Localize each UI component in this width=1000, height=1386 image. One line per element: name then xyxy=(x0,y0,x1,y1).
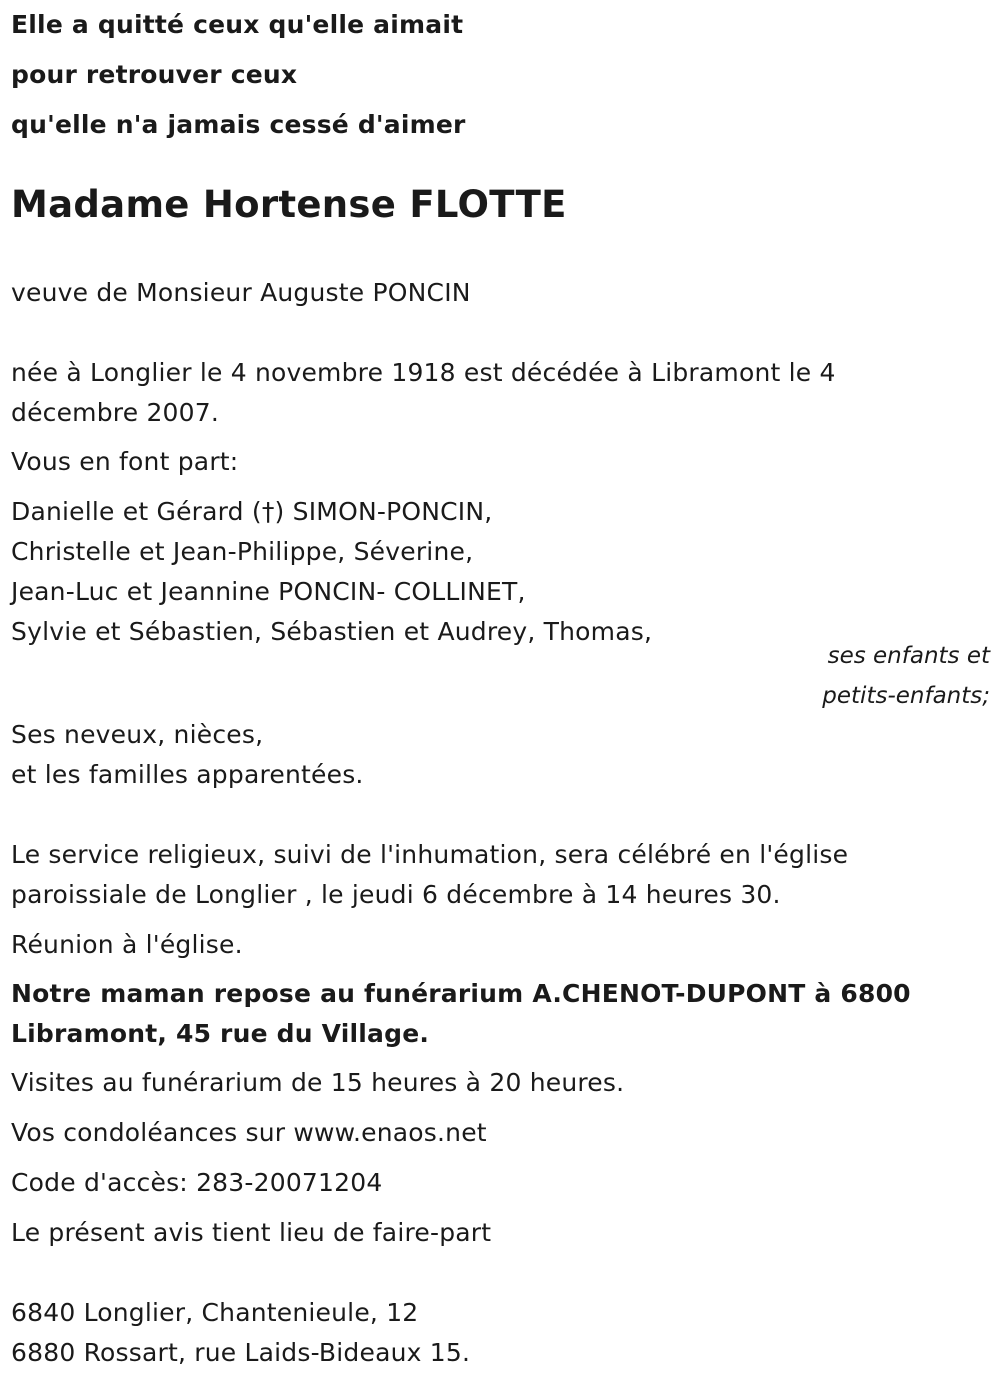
family-line-2: Christelle et Jean-Philippe, Séverine, xyxy=(11,537,474,566)
epigraph-line-3: qu'elle n'a jamais cessé d'aimer xyxy=(11,110,466,139)
service-line-2: paroissiale de Longlier , le jeudi 6 décembre à 14 heures 30. xyxy=(11,880,781,909)
deceased-name: Madame Hortense FLOTTE xyxy=(11,183,567,226)
access-code-line: Code d'accès: 283-20071204 xyxy=(11,1168,383,1197)
relation-line-1: ses enfants et xyxy=(827,643,990,669)
address-line-2: 6880 Rossart, rue Laids-Bideaux 15. xyxy=(11,1338,471,1367)
funerarium-line-1: Notre maman repose au funérarium A.CHENOT-DUPONT à 6800 xyxy=(11,979,911,1008)
relation-line-2: petits-enfants; xyxy=(822,683,990,709)
epigraph-line-2: pour retrouver ceux xyxy=(11,60,298,89)
address-line-1: 6840 Longlier, Chantenieule, 12 xyxy=(11,1298,419,1327)
announcement-intro: Vous en font part: xyxy=(11,447,239,476)
funerarium-line-2: Libramont, 45 rue du Village. xyxy=(11,1019,430,1048)
notice-line: Le présent avis tient lieu de faire-part xyxy=(11,1218,492,1247)
family-line-4: Sylvie et Sébastien, Sébastien et Audrey, Thomas, xyxy=(11,617,653,646)
birth-death-line-2: décembre 2007. xyxy=(11,398,220,427)
meeting-line: Réunion à l'église. xyxy=(11,930,243,959)
family-line-1: Danielle et Gérard (†) SIMON-PONCIN, xyxy=(11,497,493,526)
extended-family-line-1: Ses neveux, nièces, xyxy=(11,720,264,749)
widow-of-line: veuve de Monsieur Auguste PONCIN xyxy=(11,278,471,307)
extended-family-line-2: et les familles apparentées. xyxy=(11,760,364,789)
service-line-1: Le service religieux, suivi de l'inhumation, sera célébré en l'église xyxy=(11,840,849,869)
condolences-line: Vos condoléances sur www.enaos.net xyxy=(11,1118,487,1147)
family-line-3: Jean-Luc et Jeannine PONCIN- COLLINET, xyxy=(11,577,526,606)
visits-line: Visites au funérarium de 15 heures à 20 heures. xyxy=(11,1068,625,1097)
epigraph-line-1: Elle a quitté ceux qu'elle aimait xyxy=(11,10,464,39)
birth-death-line-1: née à Longlier le 4 novembre 1918 est décédée à Libramont le 4 xyxy=(11,358,836,387)
